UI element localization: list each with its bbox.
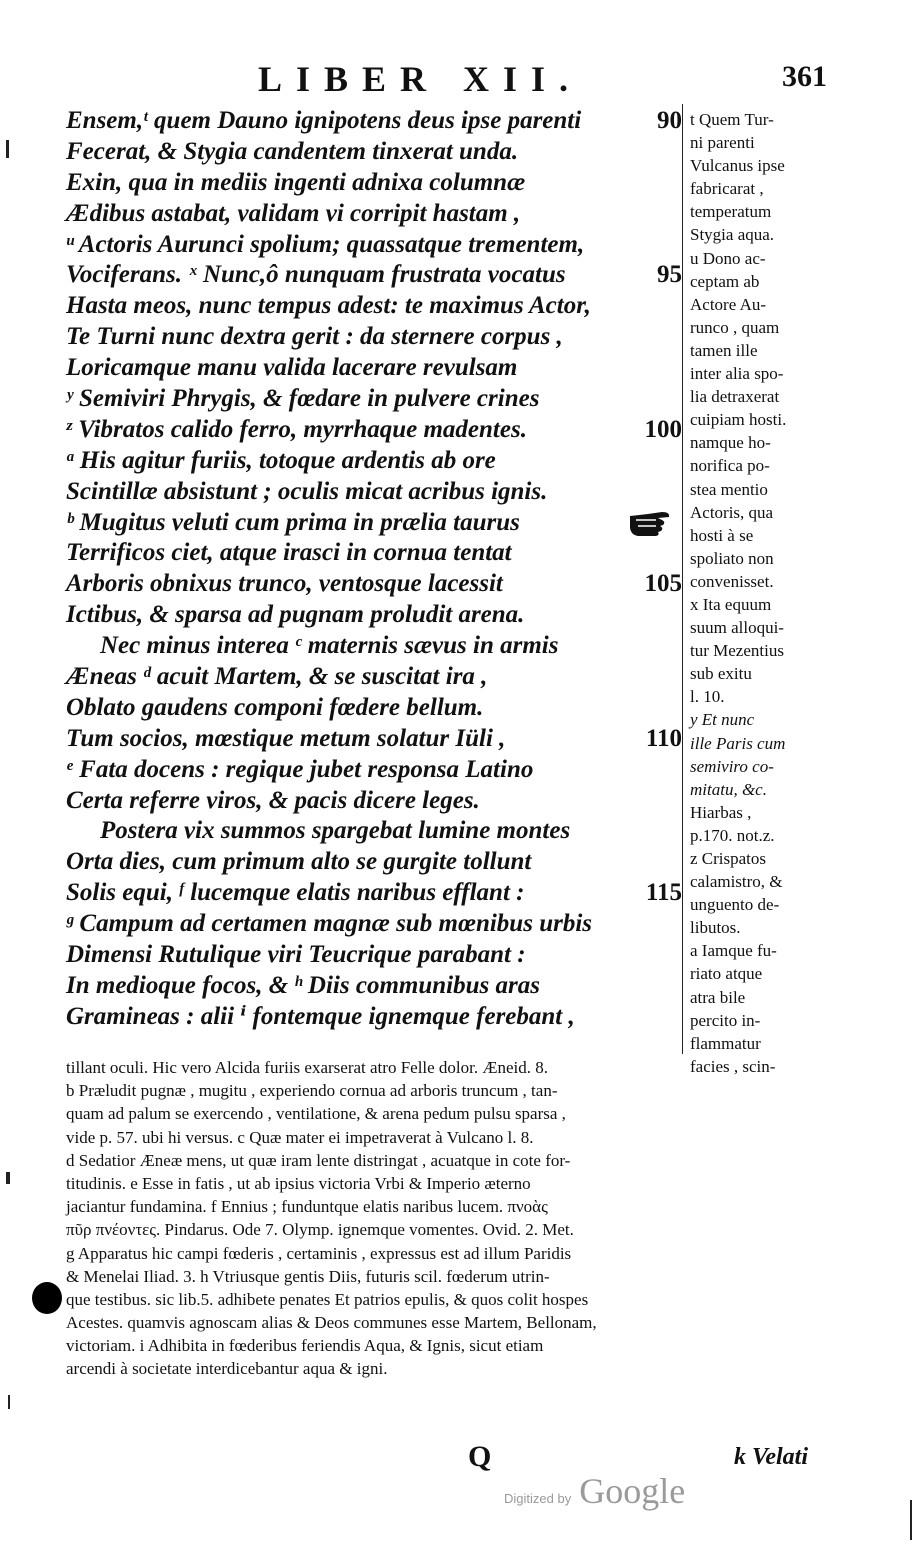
side-note-line: norifica po- <box>690 456 770 476</box>
footnote-line: victoriam. i Adhibita in fœderibus feriendis Aqua, & Ignis, sicut etiam <box>66 1336 544 1356</box>
footnotes <box>66 1056 846 1381</box>
footnote-line: que testibus. sic lib.5. adhibete penates Et patrios epulis, & quos colit hospes <box>66 1289 589 1309</box>
side-note-line: riato atque <box>690 964 763 984</box>
side-note-line: tamen ille <box>690 340 758 360</box>
verse-line: ʸ Semiviri Phrygis, & fœdare in pulvere crines <box>66 385 540 413</box>
footnote-line: & Menelai Iliad. 3. h Vtriusque gentis Diis, futuris scil. fœderum utrin- <box>66 1266 550 1286</box>
verse-line: Vociferans. ˣ Nunc,ô nunquam frustrata vocatus 95 <box>66 260 682 291</box>
side-note-line: Stygia aqua. <box>690 225 775 245</box>
running-title: LIBER XII. <box>258 59 583 99</box>
verse-line: Fecerat, & Stygia candentem tinxerat unda. <box>66 137 519 165</box>
side-note-line: Vulcanus ipse <box>690 156 785 176</box>
side-note-line: hosti à se <box>690 525 754 545</box>
side-note-line: spoliato non <box>690 548 774 568</box>
side-note-line: x Ita equum <box>690 594 772 614</box>
side-note-line: suum alloqui- <box>690 618 784 638</box>
side-note-line: libutos. <box>690 918 741 938</box>
pointing-hand-icon <box>628 508 672 538</box>
side-note-line: t Quem Tur- <box>690 110 774 129</box>
verse-number: 110 <box>645 724 682 752</box>
verse-number: 90 <box>657 107 682 134</box>
side-note-line: l. 10. <box>690 687 725 707</box>
side-note-line: p.170. not.z. <box>690 825 775 845</box>
verse-line: Ædibus astabat, validam vi corripit hastam , <box>66 199 521 227</box>
verse-line: Certa referre viros, & pacis dicere leges. <box>66 786 480 814</box>
side-note-line: calamistro, & <box>690 872 783 892</box>
side-note-line: y Et nunc <box>690 710 755 730</box>
verse-line: ᵇ Mugitus veluti cum prima in prælia taurus <box>66 508 520 536</box>
verse-line: Orta dies, cum primum alto se gurgite tollunt <box>66 848 532 876</box>
side-note-line: Actoris, qua <box>690 502 774 522</box>
side-note-line: ni parenti <box>690 133 755 153</box>
side-note-line: z Crispatos <box>690 849 767 868</box>
footnote-line: jaciantur fundamina. f Ennius ; funduntque elatis naribus lucem. πνοὰς <box>66 1197 548 1217</box>
verse-line: Ensem,ᵗ quem Dauno ignipotens deus ipse parenti 90 <box>66 106 682 137</box>
watermark-small-text: Digitized by <box>504 1491 572 1506</box>
verse-line: Te Turni nunc dextra gerit : da sternere corpus , <box>66 323 563 351</box>
watermark-logo-text: Google <box>579 1471 686 1511</box>
verse-line: Tum socios, mœstique metum solatur Iüli , 110 <box>66 724 682 755</box>
side-note-line: unguento de- <box>690 895 780 915</box>
verse-line: ᵃ His agitur furiis, totoque ardentis ab ore <box>66 446 496 474</box>
verse-line: Hasta meos, nunc tempus adest: te maximus Actor, <box>66 292 591 320</box>
footnote-line: titudinis. e Esse in fatis , ut ab ipsius victoria Vrbi & Imperio æterno <box>66 1173 531 1193</box>
footnote-line: πῦρ πνέοντες. Pindarus. Ode 7. Olymp. ignemque vomentes. Ovid. 2. Met. <box>66 1220 574 1240</box>
edge-mark <box>8 1395 10 1409</box>
verse-line: Solis equi, ᶠ lucemque elatis naribus efflant : 115 <box>66 878 682 909</box>
verse-line: ᵘ Actoris Aurunci spolium; quassatque trementem, <box>66 230 585 258</box>
footnote-line: d Sedatior Æneæ mens, ut quæ iram lente distringat , acuatque in cote for- <box>66 1150 571 1170</box>
side-note-line: stea mentio <box>690 479 768 499</box>
side-note-line: inter alia spo- <box>690 364 784 384</box>
verse-line: ᶻ Vibratos calido ferro, myrrhaque madentes. 100 <box>66 415 682 446</box>
edge-mark <box>910 1500 912 1540</box>
side-note-line: sub exitu <box>690 664 752 684</box>
verse-line: Ictibus, & sparsa ad pugnam proludit arena. <box>66 601 525 629</box>
verse-line: Terrificos ciet, atque irasci in cornua tentat <box>66 539 512 567</box>
page-number: 361 <box>782 60 827 93</box>
side-note-line: namque ho- <box>690 433 771 453</box>
verse-line: Postera vix summos spargebat lumine montes <box>100 817 571 845</box>
side-note-line: tur Mezentius <box>690 641 784 661</box>
verse-line: ᵉ Fata docens : regique jubet responsa Latino <box>66 755 534 783</box>
side-note-line: ceptam ab <box>690 271 760 291</box>
footnote-line: tillant oculi. Hic vero Alcida furiis exarserat atro Felle dolor. Æneid. 8. <box>66 1058 549 1077</box>
side-note-line: fabricarat , <box>690 179 764 199</box>
verse-line: Scintillæ absistunt ; oculis micat acribus ignis. <box>66 477 548 505</box>
footnote-line: quam ad palum se exercendo , ventilatione, & arena pedum pulsu sparsa , <box>66 1104 566 1124</box>
column-rule <box>682 104 683 1054</box>
side-note-line: semiviro co- <box>690 756 774 776</box>
side-note-line: convenisset. <box>690 571 774 591</box>
footnote-line: b Præludit pugnæ , mugitu , experiendo cornua ad arboris truncum , tan- <box>66 1081 558 1101</box>
digitized-watermark <box>504 1470 685 1512</box>
catchword-left: Q <box>468 1440 492 1473</box>
verse-line: Oblato gaudens componi fœdere bellum. <box>66 693 484 721</box>
verse-line: Æneas ᵈ acuit Martem, & se suscitat ira , <box>66 663 488 691</box>
side-note-line: flammatur <box>690 1033 761 1053</box>
verse-line: Dimensi Rutulique viri Teucrique parabant : <box>66 941 526 969</box>
verse-line: Exin, qua in mediis ingenti adnixa columnæ <box>66 168 526 196</box>
side-notes <box>690 108 840 1078</box>
verse-number: 115 <box>645 879 682 907</box>
verse-line: ᵍ Campum ad certamen magnæ sub mœnibus urbis <box>66 910 593 938</box>
side-note-line: mitatu, &c. <box>690 779 767 799</box>
side-note-line: u Dono ac- <box>690 248 766 268</box>
verse-block <box>66 106 682 1033</box>
side-note-line: facies , scin- <box>690 1056 776 1076</box>
catchword-right: k Velati <box>734 1444 809 1470</box>
verse-line: Loricamque manu valida lacerare revulsam <box>66 354 518 382</box>
side-note-line: Hiarbas , <box>690 802 752 822</box>
edge-mark <box>6 140 9 158</box>
verse-line: Arboris obnixus trunco, ventosque lacessit 105 <box>66 569 682 600</box>
ink-blot <box>32 1282 62 1314</box>
verse-number: 100 <box>644 415 682 443</box>
verse-number: 95 <box>657 261 682 289</box>
side-note-line: a Iamque fu- <box>690 941 777 961</box>
side-note-line: temperatum <box>690 202 772 222</box>
side-note-line: lia detraxerat <box>690 387 780 407</box>
footnote-line: Acestes. quamvis agnoscam alias & Deos communes esse Martem, Bellonam, <box>66 1313 597 1333</box>
verse-line: In medioque focos, & ʰ Diis communibus aras <box>66 971 540 999</box>
verse-line: Gramineas : alii ⁱ fontemque ignemque ferebant , <box>66 1002 575 1030</box>
side-note-line: cuipiam hosti. <box>690 410 787 430</box>
side-note-line: atra bile <box>690 987 746 1007</box>
side-note-line: percito in- <box>690 1010 761 1030</box>
verse-number: 105 <box>644 570 682 598</box>
side-note-line: Actore Au- <box>690 294 767 314</box>
side-note-line: ille Paris cum <box>690 733 786 753</box>
footnote-line: vide p. 57. ubi hi versus. c Quæ mater ei impetraverat à Vulcano l. 8. <box>66 1127 534 1147</box>
side-note-line: runco , quam <box>690 317 780 337</box>
edge-mark <box>6 1172 10 1184</box>
verse-line: Nec minus interea ᶜ maternis sævus in armis <box>100 632 559 660</box>
footnote-line: g Apparatus hic campi fœderis , certaminis , expressus est ad illum Paridis <box>66 1243 572 1263</box>
footnote-line: arcendi à societate interdicebantur aqua & igni. <box>66 1359 388 1379</box>
